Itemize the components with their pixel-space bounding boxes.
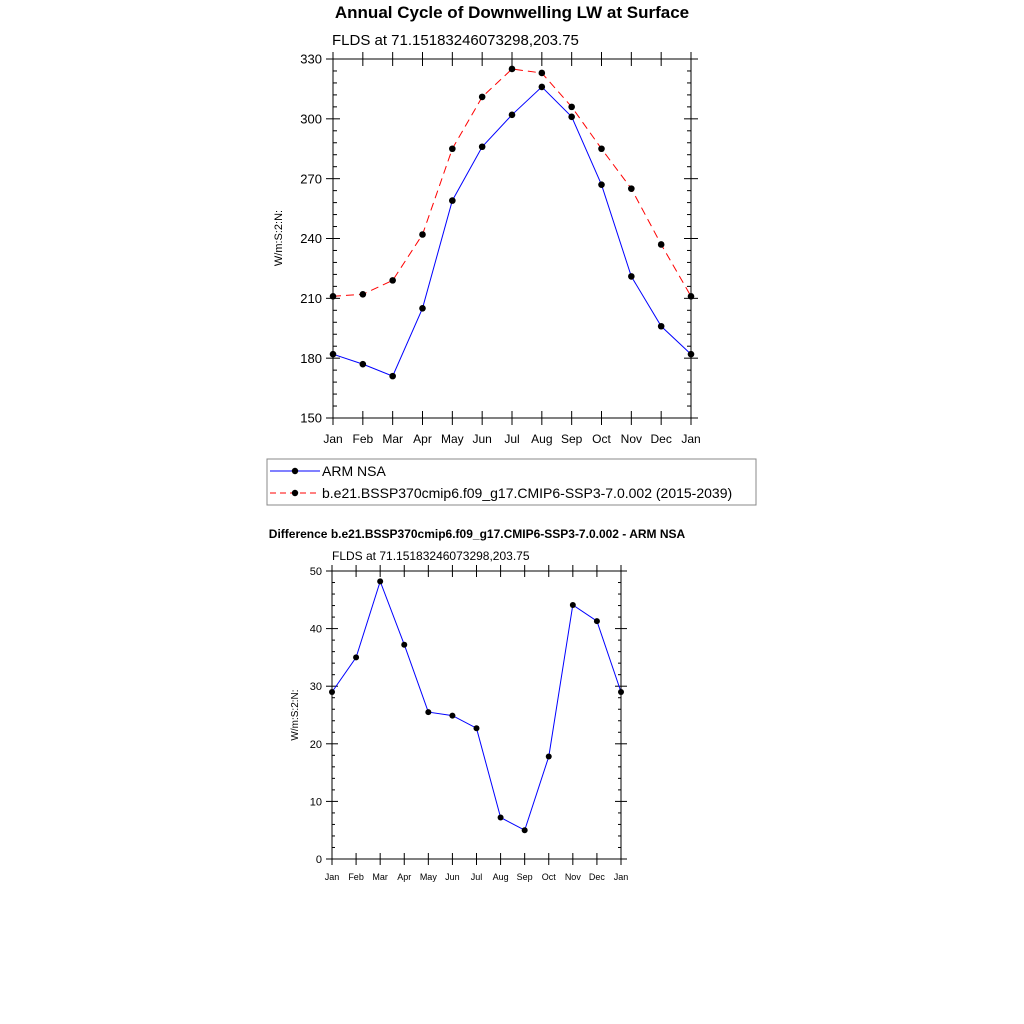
data-point (539, 70, 546, 77)
x-tick-label: Aug (492, 872, 509, 882)
data-point (389, 373, 396, 380)
data-point (598, 145, 605, 152)
data-point (330, 293, 337, 300)
y-tick-label: 270 (300, 171, 322, 187)
x-tick-label: Dec (588, 872, 605, 882)
x-tick-label: Oct (541, 872, 556, 882)
x-tick-label: Feb (352, 432, 374, 446)
x-tick-label: Apr (413, 432, 432, 446)
x-tick-label: Mar (382, 432, 404, 446)
data-point (539, 84, 546, 91)
y-tick-label: 210 (300, 291, 322, 307)
data-point (389, 277, 396, 284)
series-line-0 (332, 581, 621, 830)
data-point (509, 112, 516, 119)
data-point (377, 578, 383, 584)
data-point (474, 725, 480, 731)
data-point (568, 104, 575, 111)
x-tick-label: Jan (681, 432, 701, 446)
chart1-plot (300, 52, 700, 446)
y-tick-label: 50 (309, 565, 322, 578)
x-tick-label: May (440, 432, 464, 446)
data-point (419, 305, 426, 312)
chart2-subtitle: FLDS at 71.15183246073298,203.75 (332, 549, 530, 563)
data-point (329, 689, 335, 695)
data-point (449, 713, 455, 719)
data-point (353, 654, 359, 660)
data-point (479, 143, 486, 150)
data-point (658, 323, 665, 330)
x-tick-label: Mar (372, 872, 388, 882)
y-tick-label: 300 (300, 111, 322, 127)
plot-frame (332, 571, 621, 859)
chart1-ylabel: W/m:S:2:N: (273, 209, 285, 267)
x-tick-label: Jul (504, 432, 520, 446)
data-point (479, 94, 486, 101)
x-tick-label: Jan (324, 872, 340, 882)
chart1-subtitle: FLDS at 71.15183246073298,203.75 (332, 32, 579, 49)
data-point (509, 66, 516, 73)
y-tick-label: 150 (300, 410, 322, 426)
data-point (594, 618, 600, 624)
data-point (568, 114, 575, 121)
x-tick-label: Jun (445, 872, 460, 882)
x-tick-label: Jun (472, 432, 492, 446)
x-tick-label: Sep (560, 432, 583, 446)
data-point (628, 273, 635, 280)
series-line-1 (333, 69, 691, 296)
data-point (658, 241, 665, 248)
x-tick-label: Feb (348, 872, 364, 882)
data-point (498, 815, 504, 821)
chart2-plot (310, 565, 629, 882)
chart1-legend (267, 459, 756, 505)
x-tick-label: Jul (470, 872, 483, 882)
chart2-title: Difference b.e21.BSSP370cmip6.f09_g17.CMIP6-SSP3-7.0.002 - ARM NSA (268, 527, 686, 541)
data-point (598, 181, 605, 188)
chart1-title: Annual Cycle of Downwelling LW at Surface (334, 3, 690, 22)
chart2-ylabel: W/m:S:2:N: (290, 689, 301, 741)
y-tick-label: 240 (300, 231, 322, 247)
series-line-0 (333, 87, 691, 376)
y-tick-label: 0 (315, 853, 322, 866)
data-point (401, 642, 407, 648)
x-tick-label: Nov (620, 432, 643, 446)
data-point (570, 602, 576, 608)
legend-marker-model (292, 490, 298, 496)
x-tick-label: May (419, 872, 437, 882)
x-tick-label: Jan (323, 432, 343, 446)
data-point (628, 185, 635, 192)
data-point (360, 291, 367, 298)
x-tick-label: Nov (564, 872, 581, 882)
y-tick-label: 180 (300, 350, 322, 366)
data-point (449, 197, 456, 204)
legend-label-model: b.e21.BSSP370cmip6.f09_g17.CMIP6-SSP3-7.0.002 (2015-2039) (322, 485, 733, 501)
data-point (425, 709, 431, 715)
data-point (688, 351, 695, 358)
x-tick-label: Dec (650, 432, 672, 446)
data-point (522, 827, 528, 833)
x-tick-label: Jan (613, 872, 629, 882)
data-point (360, 361, 367, 368)
y-tick-label: 330 (300, 51, 322, 67)
data-point (546, 753, 552, 759)
x-tick-label: Apr (397, 872, 412, 882)
x-tick-label: Sep (516, 872, 533, 882)
data-point (688, 293, 695, 300)
legend-label-obs: ARM NSA (322, 463, 386, 479)
y-tick-label: 20 (309, 738, 322, 751)
y-tick-label: 40 (309, 623, 322, 636)
data-point (330, 351, 337, 358)
data-point (618, 689, 624, 695)
data-point (419, 231, 426, 238)
data-point (449, 145, 456, 152)
x-tick-label: Aug (531, 432, 553, 446)
y-tick-label: 30 (309, 681, 322, 694)
legend-marker-obs (292, 468, 298, 474)
x-tick-label: Oct (592, 432, 611, 446)
y-tick-label: 10 (309, 796, 322, 809)
